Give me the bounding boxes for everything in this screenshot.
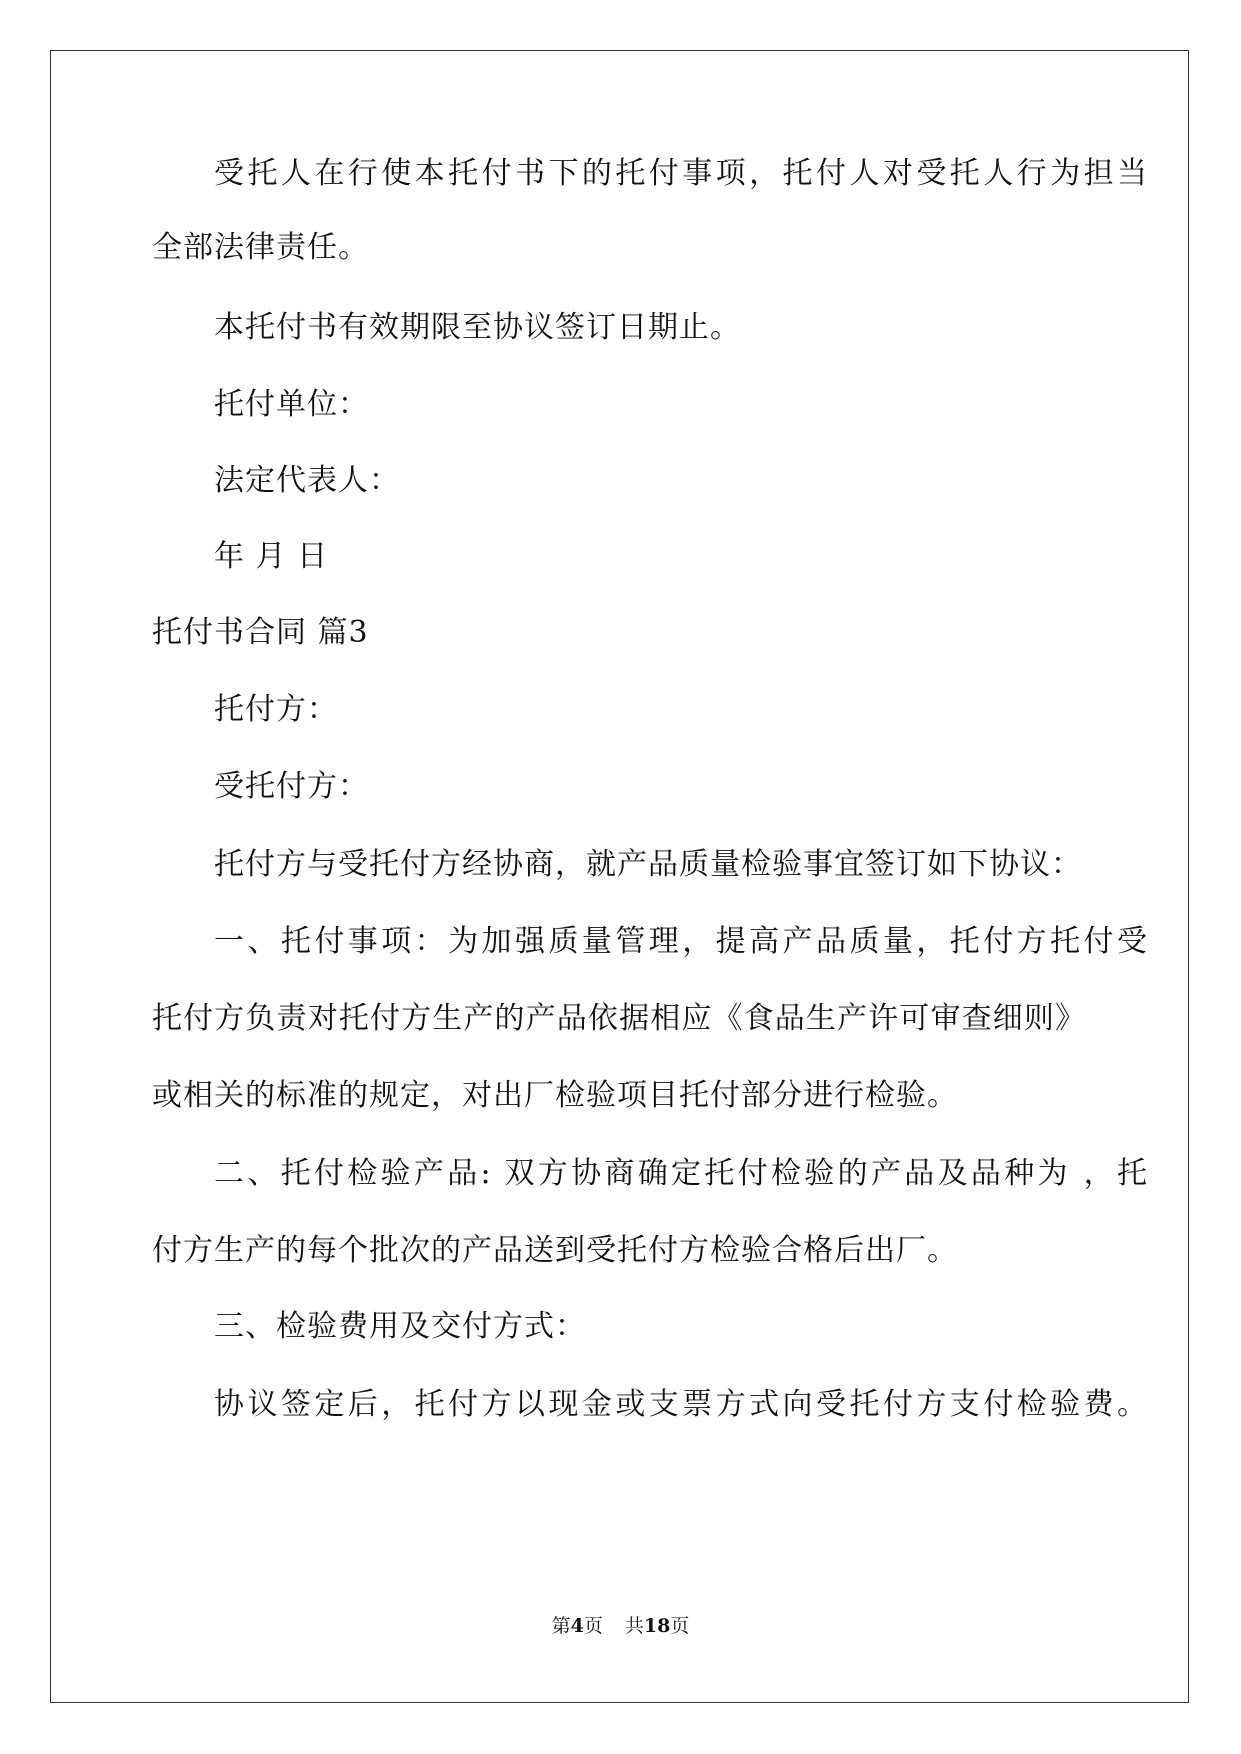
clause-3-line-1: 协议签定后，托付方以现金或支票方式向受托付方支付检验费。 [214,1387,1148,1422]
label-principal-party: 托付方： [214,692,338,727]
total-prefix: 共 [624,1615,644,1637]
page-current: 4 [570,1615,584,1637]
clause-2-line-2: 付方生产的每个批次的产品送到受托付方检验合格后出厂。 [152,1233,958,1268]
clause-1-line-3: 或相关的标准的规定，对出厂检验项目托付部分进行检验。 [152,1078,958,1113]
clause-1-line-1: 一、托付事项：为加强质量管理，提高产品质量，托付方托付受 [214,924,1148,959]
date-line: 年 月 日 [214,539,329,574]
label-principal-unit: 托付单位： [214,387,369,422]
page-suffix: 页 [583,1615,603,1637]
total-suffix: 页 [670,1615,690,1637]
paragraph-validity: 本托付书有效期限至协议签订日期止。 [214,310,741,345]
page-number-footer [0,1614,1241,1638]
section-heading: 托付书合同 篇3 [152,615,369,650]
paragraph-line-1: 受托人在行使本托付书下的托付事项，托付人对受托人行为担当 [214,156,1148,191]
page-prefix: 第 [551,1615,571,1637]
clause-1-line-2: 托付方负责对托付方生产的产品依据相应《食品生产许可审查细则》 [152,1001,1086,1036]
clause-3-heading: 三、检验费用及交付方式： [214,1309,586,1344]
page-total: 18 [643,1615,671,1637]
paragraph-agreement-intro: 托付方与受托付方经协商，就产品质量检验事宜签订如下协议： [214,847,1082,882]
clause-2-line-1: 二、托付检验产品: 双方协商确定托付检验的产品及品种为 ，托 [214,1156,1148,1191]
label-agent-party: 受托付方： [214,769,369,804]
paragraph-line-2: 全部法律责任。 [152,230,369,265]
label-legal-representative: 法定代表人： [214,463,400,498]
